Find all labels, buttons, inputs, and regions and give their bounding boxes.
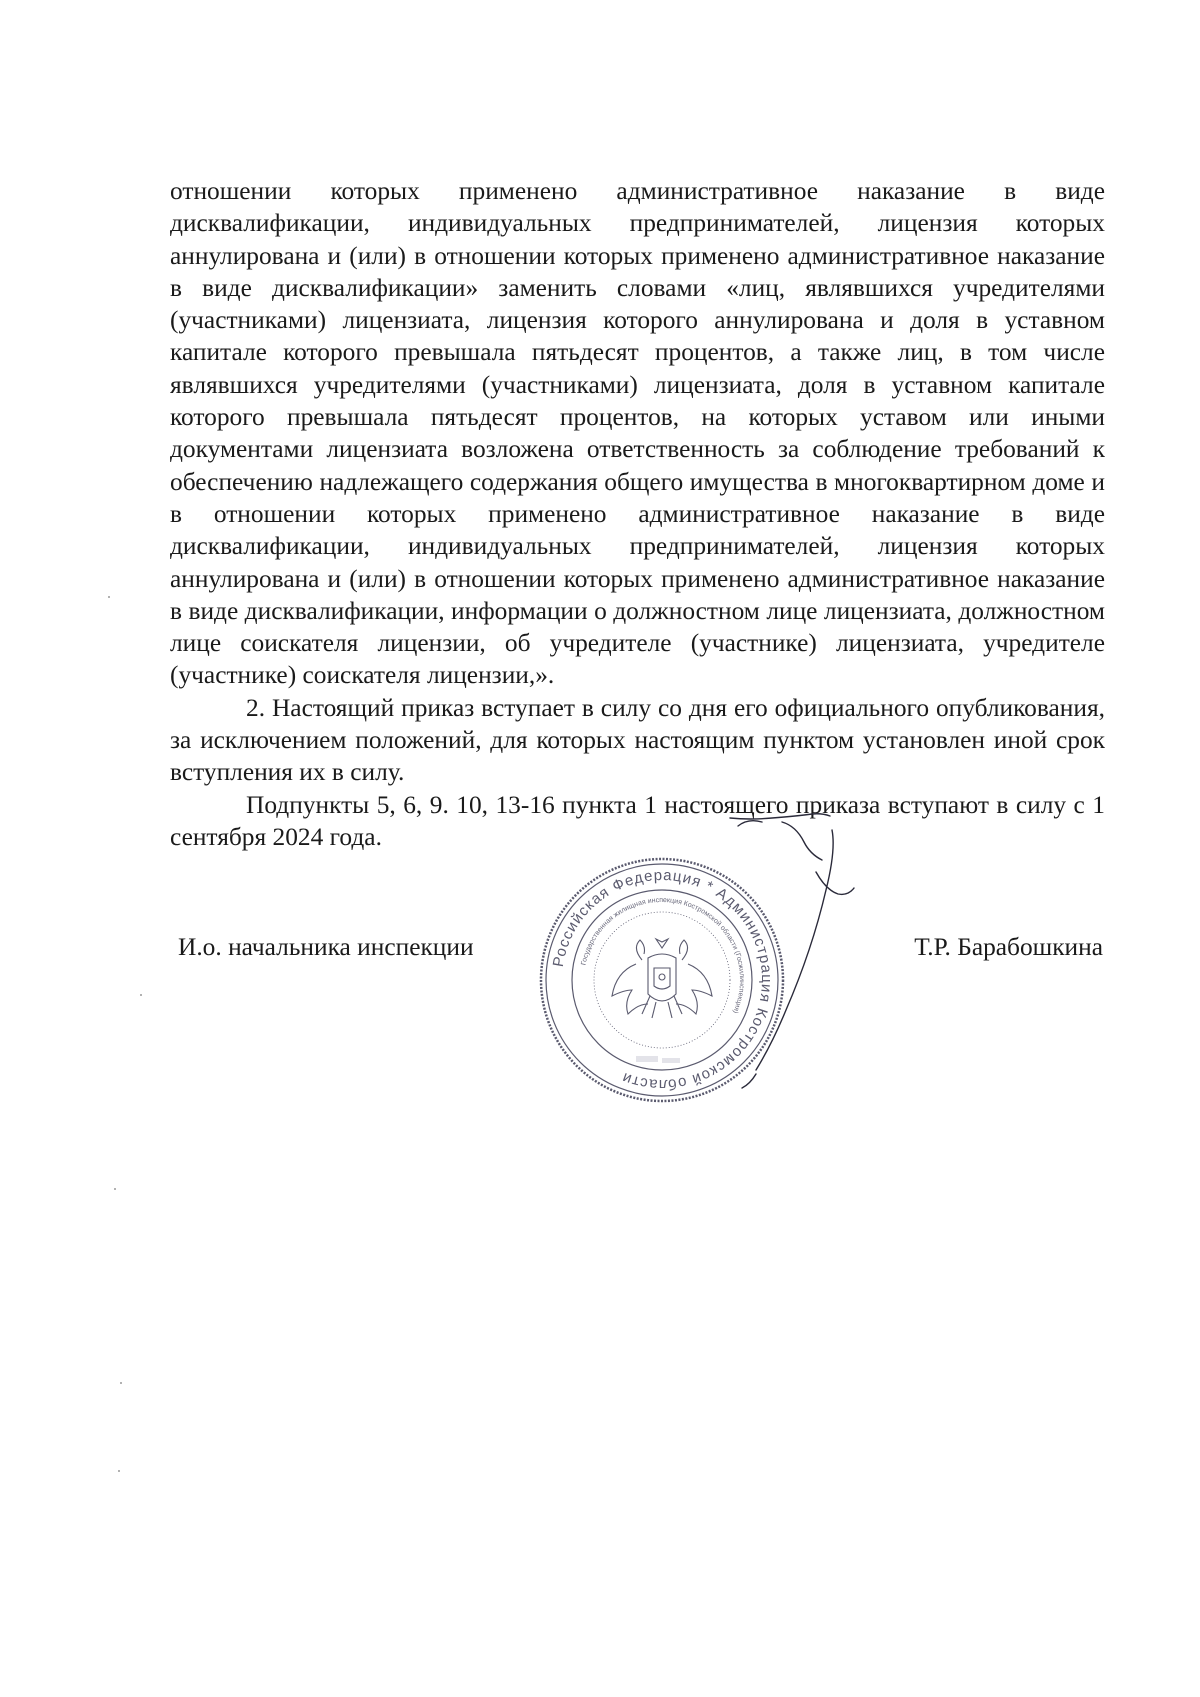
seal-smudge [636,1056,680,1063]
seal-outer-text: Российская Федерация * Администрация Костромской области [549,866,776,1094]
scan-speck [114,1188,116,1190]
paragraph-item-2: 2. Настоящий приказ вступает в силу со дня его официального опубликования, за исключением положений, для которых настоящим пунктом установлен иной срок вступления их в силу. [170,693,1105,787]
paragraph-effective-date: Подпункты 5, 6, 9. 10, 13-16 пункта 1 настоящего приказа вступают в силу с 1 сентября 2024 года. [170,790,1105,851]
paragraph-continuation: отношении которых применено административное наказание в виде дисквалификации, индивидуальных предпринимателей, лицензия которых аннулирована и (или) в отношении которых применено административное наказание в виде дисквалификации» заменить словами «лиц, являвшихся учредителями (участниками) лицензиата, лицензия которого аннулирована и доля в уставном капитале которого превышала пятьдесят процентов, а также лиц, в том числе являвшихся учредителями (участниками) лицензиата, доля в уставном капитале которого превышала пятьдесят процентов, на которых уставом или иными документами лицензиата возложена ответственность за соблюдение требований к обеспечению надлежащего содержания общего имущества в многоквартирном доме и в отношении которых применено административное наказание в виде дисквалификации, индивидуальных предпринимателей, лицензия которых аннулирована и (или) в отношении которых применено административное наказание в виде дисквалификации, информации о должностном лице лицензиата, должностном лице соискателя лицензии, об учредителе (участнике) лицензиата, учредителе (участнике) соискателя лицензии,». [170,177,1105,690]
scan-speck [108,596,110,598]
signatory-title: И.о. начальника инспекции [178,933,474,961]
scan-speck [120,1382,122,1384]
scan-speck [140,994,142,996]
seal-inner-text: Государственная жилищная инспекция Костромской области (Госжилинспекция) [580,896,746,1015]
coat-of-arms-emblem [612,939,712,1018]
scan-speck [118,1470,120,1472]
handwritten-signature [720,812,890,1092]
signatory-name: Т.Р. Барабошкина [914,933,1103,961]
document-body [170,175,1105,853]
